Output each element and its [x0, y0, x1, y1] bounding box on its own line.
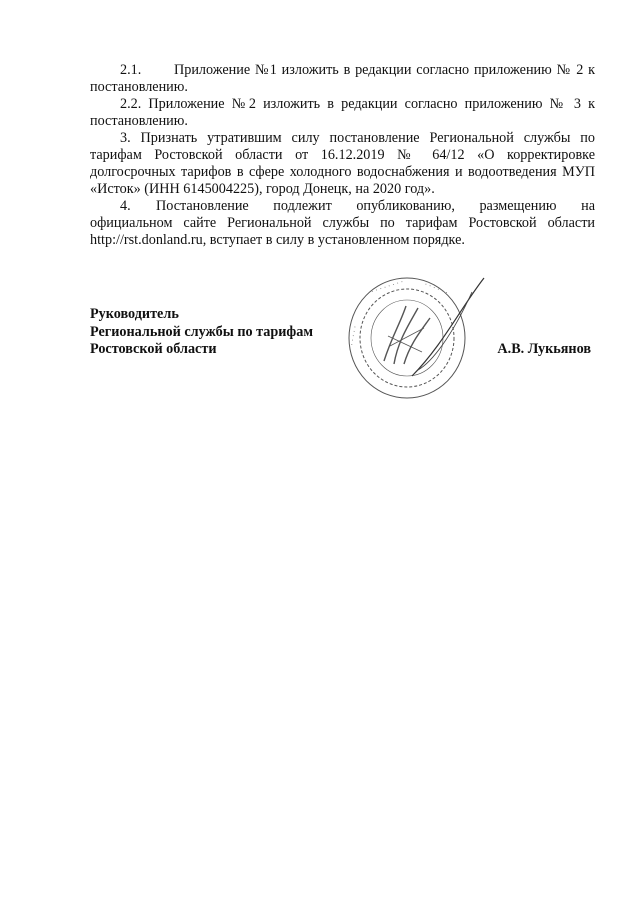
svg-text:· · · · ·: · · · · ·: [348, 325, 360, 347]
paragraph-number: 4.: [120, 198, 131, 214]
paragraph-4: [90, 198, 595, 249]
paragraph-2-2: [90, 96, 595, 130]
paragraph-text: Приложение №1 изложить в редакции согласно приложению № 2 к постановлению.: [90, 62, 595, 95]
paragraph-text: 3. Признать утратившим силу постановление Региональной службы по тарифам Ростовской области от 16.12.2019 № 64/12 «О корректировке долгосрочных тарифов в сфере холодного водоснабжения и водоотведения МУП «Исток» (ИНН 6145004225), город Донецк, на 2020 год».: [90, 130, 595, 197]
signature-title-line-3: Ростовской области: [90, 341, 217, 357]
paragraph-text: Постановление подлежит опубликованию, размещению на официальном сайте Региональной службы по тарифам Ростовской области http://rst.donland.ru, вступает в силу в установленном порядке.: [90, 198, 595, 248]
signatory-name: А.В. Лукьянов: [497, 341, 591, 357]
svg-text:· · · · · · · ·: · · · · · · · ·: [370, 277, 405, 296]
paragraph-number: 2.1.: [120, 62, 142, 78]
paragraph-2-1: [90, 62, 595, 96]
signature-title-line-2: Региональной службы по тарифам: [90, 323, 314, 340]
paragraph-3: [90, 130, 595, 198]
document-body: [90, 62, 595, 249]
paragraph-text: 2.2. Приложение №2 изложить в редакции согласно приложению № 3 к постановлению.: [90, 96, 595, 129]
signature-block: [90, 306, 595, 359]
svg-text:· · · · · ·: · · · · · ·: [423, 280, 449, 298]
signature-title-line-1: Руководитель: [90, 306, 179, 322]
